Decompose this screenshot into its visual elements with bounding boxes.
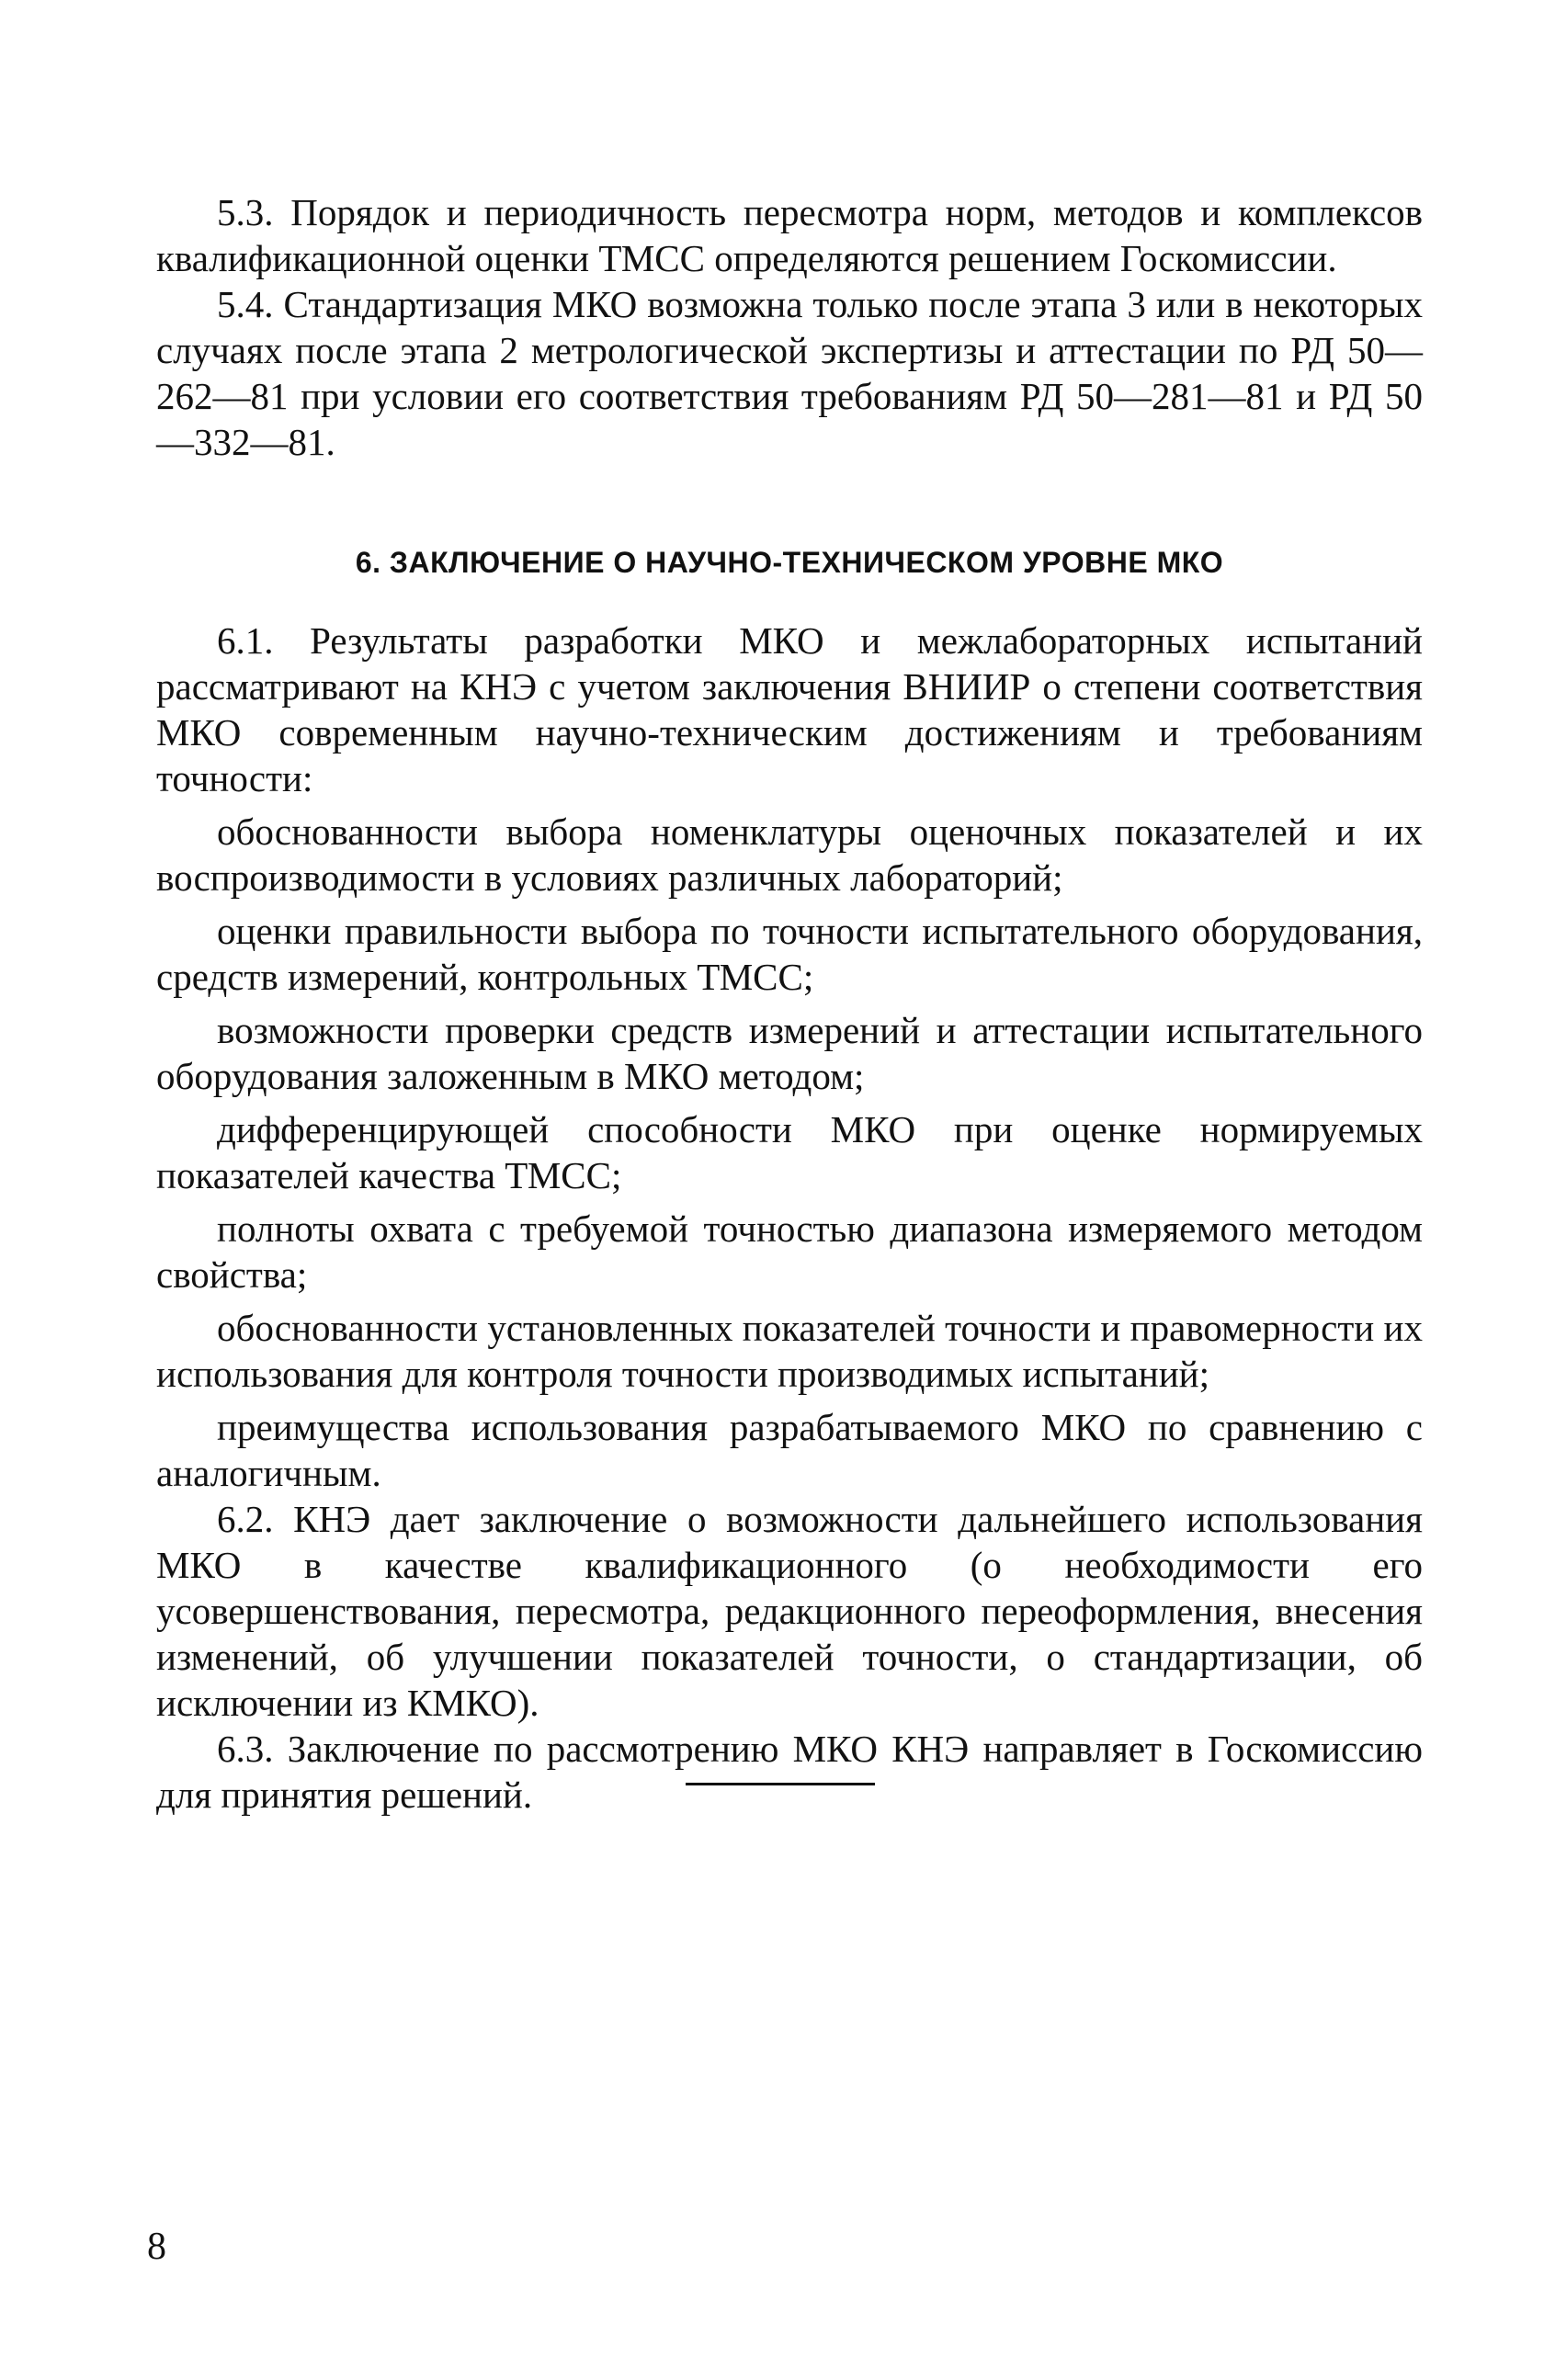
criteria-item: возможности проверки средств измерений и аттестации испытательного оборудования заложенным в МКО методом;: [156, 1009, 1423, 1097]
end-separator-line: [686, 1783, 875, 1785]
criteria-item: полноты охвата с требуемой точностью диапазона измеряемого методом свойства;: [156, 1207, 1423, 1296]
section-6-heading: 6. ЗАКЛЮЧЕНИЕ О НАУЧНО-ТЕХНИЧЕСКОМ УРОВНЕ МКО: [355, 546, 1224, 579]
paragraph-6-2: 6.2. КНЭ дает заключение о возможности дальнейшего использования МКО в качестве квалификационного (о необходимости его усовершенствования, пересмотра, редакционного переоформления, внесения изменений, об улучшении показателей точности, о стандартизации, об исключении из КМКО).: [156, 1498, 1423, 1724]
paragraph-5-4: 5.4. Стандартизация МКО возможна только после этапа 3 или в некоторых случаях после этапа 2 метрологической экспертизы и аттестации по РД 50—262—81 при условии его соответствия требованиям РД 50—281—81 и РД 50—332—81.: [156, 283, 1423, 463]
section-5-text: [156, 189, 1423, 465]
criteria-item: обоснованности установленных показателей точности и правомерности их использования для контроля точности производимых испытаний;: [156, 1307, 1423, 1395]
criteria-item: обоснованности выбора номенклатуры оценочных показателей и их воспроизводимости в условиях различных лабораторий;: [156, 810, 1423, 899]
paragraph-6-3: 6.3. Заключение по рассмотрению МКО КНЭ направляет в Госкомиссию для принятия решений.: [156, 1728, 1423, 1816]
criteria-item: оценки правильности выбора по точности испытательного оборудования, средств измерений, контрольных ТМСС;: [156, 910, 1423, 998]
criteria-item: дифференцирующей способности МКО при оценке нормируемых показателей качества ТМСС;: [156, 1108, 1423, 1196]
section-6-text: [156, 618, 1423, 1818]
paragraph-6-1: 6.1. Результаты разработки МКО и межлабораторных испытаний рассматривают на КНЭ с учетом заключения ВНИИР о степени соответствия МКО современным научно-техническим достижениям и требованиям точности:: [156, 619, 1423, 799]
paragraph-5-3: 5.3. Порядок и периодичность пересмотра норм, методов и комплексов квалификационной оценки ТМСС определяются решением Госкомиссии.: [156, 191, 1423, 279]
page-number: 8: [147, 2226, 166, 2268]
criteria-item: преимущества использования разрабатываемого МКО по сравнению с аналогичным.: [156, 1406, 1423, 1494]
